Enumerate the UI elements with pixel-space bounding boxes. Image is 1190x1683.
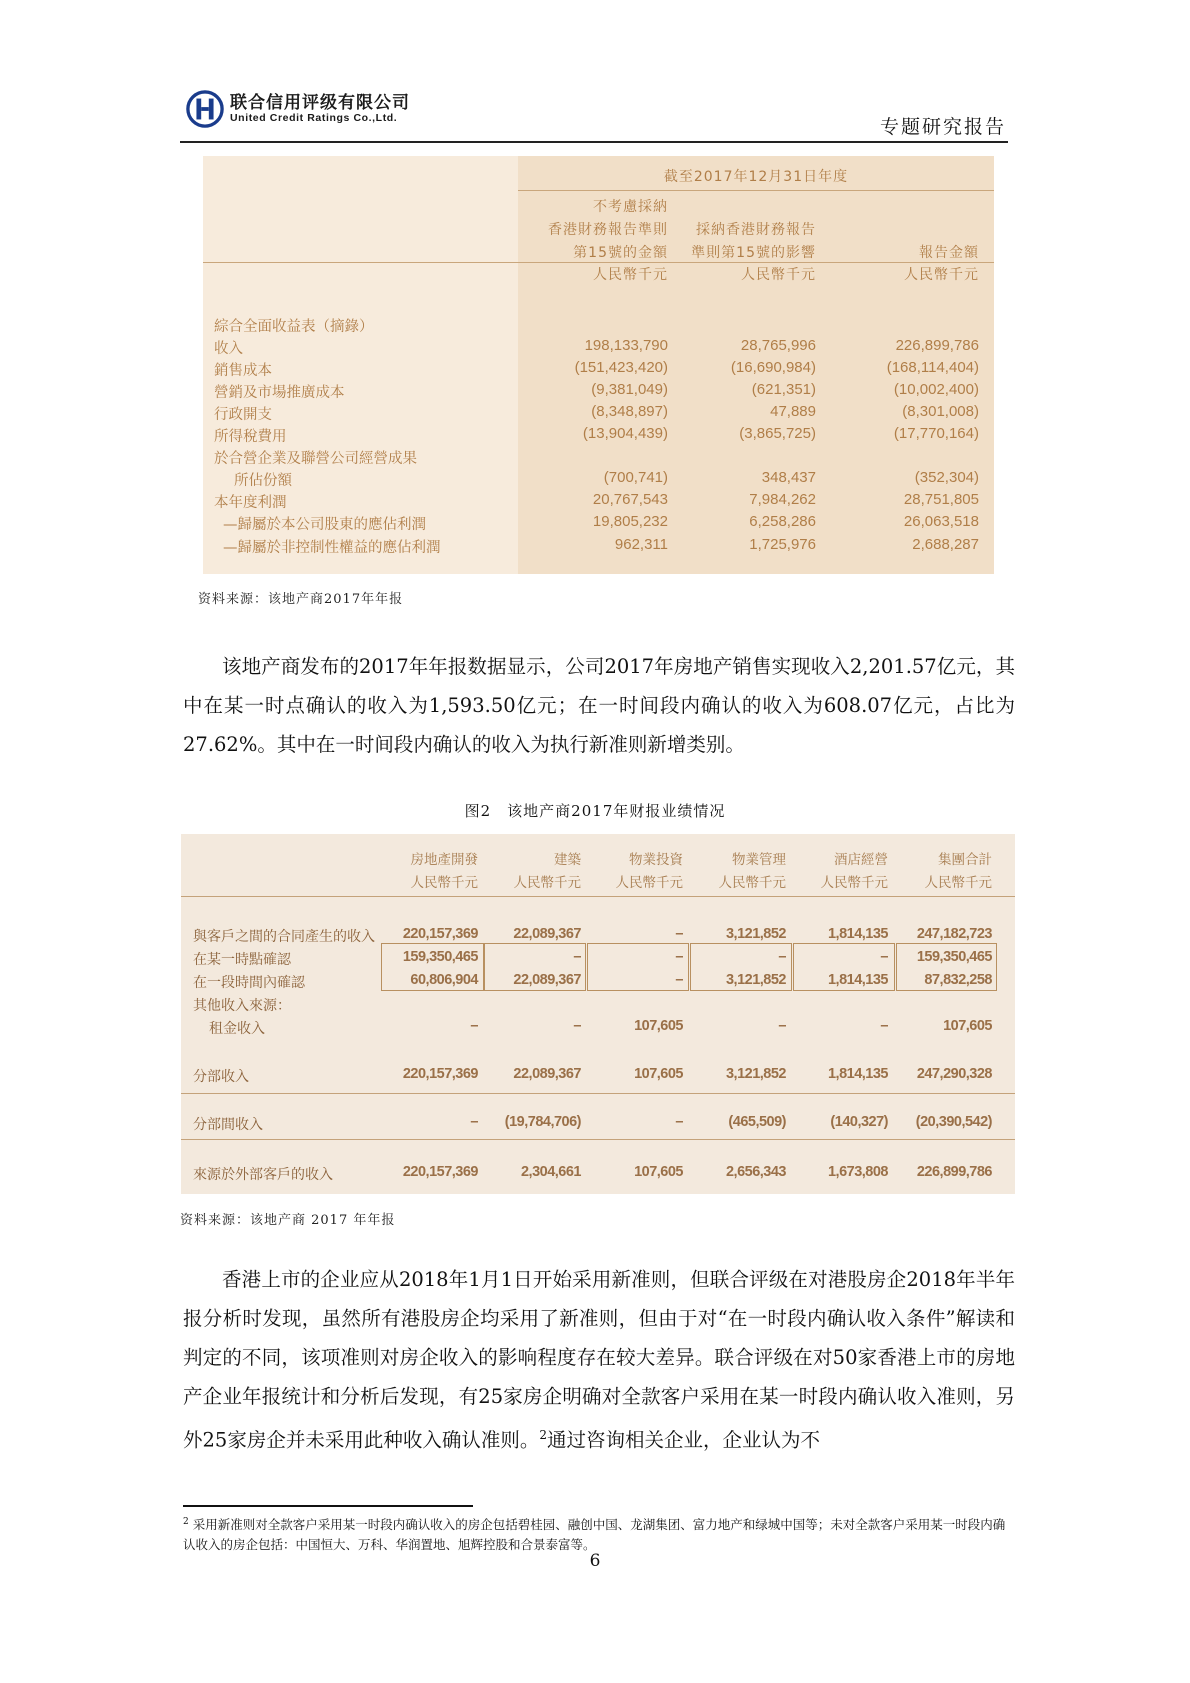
col2-header-line1: 採納香港財務報告 — [696, 222, 816, 238]
company-logo-icon — [186, 90, 224, 128]
col-unit: 人民幣千元 — [410, 875, 478, 891]
table-rule — [181, 1139, 1015, 1140]
col1-header-line1: 不考慮採納 — [593, 199, 668, 215]
segment-revenue-table: 房地產開發 人民幣千元 建築 人民幣千元 物業投資 人民幣千元 物業管理 人民幣千元 酒店經營 人民幣千元 集團合計 人民幣千元 與客戶之間的合同產生的收入 220,157,369 22,089,367 – 3,121,852 1,814,135 247,182,723 在某一時點確認 159,350,465 – – – – 159,350,465 在一段時間內確認 60,806,904 22,089,367 – 3,121,852 1,814,135 87,832,258 其他收入來源： 租金收入 – – 107,605 – – 107,605 分部收入 220,157,369 22,089,367 107,605 3,121,852 1,814,135 247,290,328 分部間收入 – (19,784,706) – (465,509) (140,327) (20,390,542) 來源於外部客戶的收入 220,157,369 2,304,661 107,605 2,656,343 1,673,808 226,899,786 — [181, 834, 1015, 1194]
col-unit: 人民幣千元 — [924, 875, 992, 891]
table-rule — [203, 262, 994, 263]
table-rule — [181, 1093, 1015, 1094]
footnote-marker: 2 — [183, 1517, 189, 1527]
report-type: 专题研究报告 — [879, 116, 1006, 138]
footnote-ref[interactable]: 2 — [539, 1428, 547, 1442]
footnote — [183, 1512, 1015, 1555]
col-header-construction: 建築 — [554, 852, 581, 868]
col3-header-line1: 報告金額 — [919, 245, 979, 261]
col-unit: 人民幣千元 — [718, 875, 786, 891]
col3-header-unit: 人民幣千元 — [904, 267, 979, 283]
section-title: 綜合全面收益表（摘錄） — [214, 319, 374, 335]
col1-header-line2: 香港財務報告準則 — [548, 222, 668, 238]
company-name-cn: 联合信用评级有限公司 — [230, 93, 410, 113]
footnote-divider — [183, 1505, 473, 1507]
col-header-property-mgmt: 物業管理 — [732, 852, 786, 868]
company-name-en: United Credit Ratings Co.,Ltd. — [230, 112, 398, 124]
col-unit: 人民幣千元 — [820, 875, 888, 891]
header-divider — [180, 141, 1008, 143]
col2-header-unit: 人民幣千元 — [741, 267, 816, 283]
paragraph-2: 香港上市的企业应从2018年1月1日开始采用新准则，但联合评级在对港股房企2018年半年报分析时发现，虽然所有港股房企均采用了新准则，但由于对“在一时段内确认收入条件”解读和判定的不同，该项准则对房企收入的影响程度存在较大差异。联合评级在对50家香港上市的房地产企业年报统计和分析后发现，有25家房企明确对全款客户采用在某一时段内确认收入准则，另外25家房企并未采用此种收入确认准则。$^2$通过咨询相关企业，企业认为不 — [183, 1268, 1015, 1452]
col-unit: 人民幣千元 — [513, 875, 581, 891]
col1-header-line3: 第15號的金額 — [573, 245, 668, 261]
period-header: 截至2017年12月31日年度 — [663, 169, 849, 185]
paragraph-1: 该地产商发布的2017年年报数据显示，公司2017年房地产销售实现收入2,201.57亿元，其中在某一时点确认的收入为1,593.50亿元；在一时间段内确认的收入为608.07亿元，占比为27.62%。其中在一时间段内确认的收入为执行新准则新增类别。 — [183, 655, 1015, 756]
col-header-group-total: 集團合計 — [938, 852, 992, 868]
col-unit: 人民幣千元 — [615, 875, 683, 891]
col-header-property-dev: 房地產開發 — [410, 852, 478, 868]
col1-header-unit: 人民幣千元 — [593, 267, 668, 283]
figure2-title: 图2 该地产商2017年财报业绩情况 — [464, 802, 726, 820]
col-header-property-inv: 物業投資 — [629, 852, 683, 868]
col-header-hotel: 酒店經營 — [834, 852, 888, 868]
page-number: 6 — [589, 1551, 601, 1571]
table1-source: 资料来源：该地产商2017年年报 — [198, 592, 404, 607]
figure2-source: 资料来源：该地产商 2017 年年报 — [180, 1213, 396, 1228]
income-statement-table: 截至2017年12月31日年度 不考慮採納 香港財務報告準則 第15號的金額 人民幣千元 採納香港財務報告 準則第15號的影響 人民幣千元 報告金額 人民幣千元 綜合全面收益表（摘錄） 收入 198,133,790 28,765,996 226,899,786 銷售成本 (151,423,420) (16,690,984) (168,114,404) 營銷及市場推廣成本 (9,381,049) (621,351) (10,002,400) 行政開支 (8,348,897) 47,889 (8,301,008) 所得稅費用 (13,904,439) (3,865,725) (17,770,164) 於合營企業及聯營公司經營成果 所佔份額 (700,741) 348,437 (352,304) 本年度利潤 20,767,543 7,984,262 28,751,805 —歸屬於本公司股東的應佔利潤 19,805,232 6,258,286 26,063,518 —歸屬於非控制性權益的應佔利潤 962,311 1,725,976 2,688,287 — [203, 156, 994, 574]
footnote-text: 采用新准则对全款客户采用某一时段内确认收入的房企包括碧桂园、融创中国、龙湖集团、富力地产和绿城中国等；未对全款客户采用某一时段内确认收入的房企包括：中国恒大、万科、华润置地、旭辉控股和合景泰富等。 — [183, 1517, 1006, 1553]
table-rule — [518, 190, 994, 191]
table-rule — [181, 896, 1015, 897]
col2-header-line2: 準則第15號的影響 — [691, 245, 816, 261]
